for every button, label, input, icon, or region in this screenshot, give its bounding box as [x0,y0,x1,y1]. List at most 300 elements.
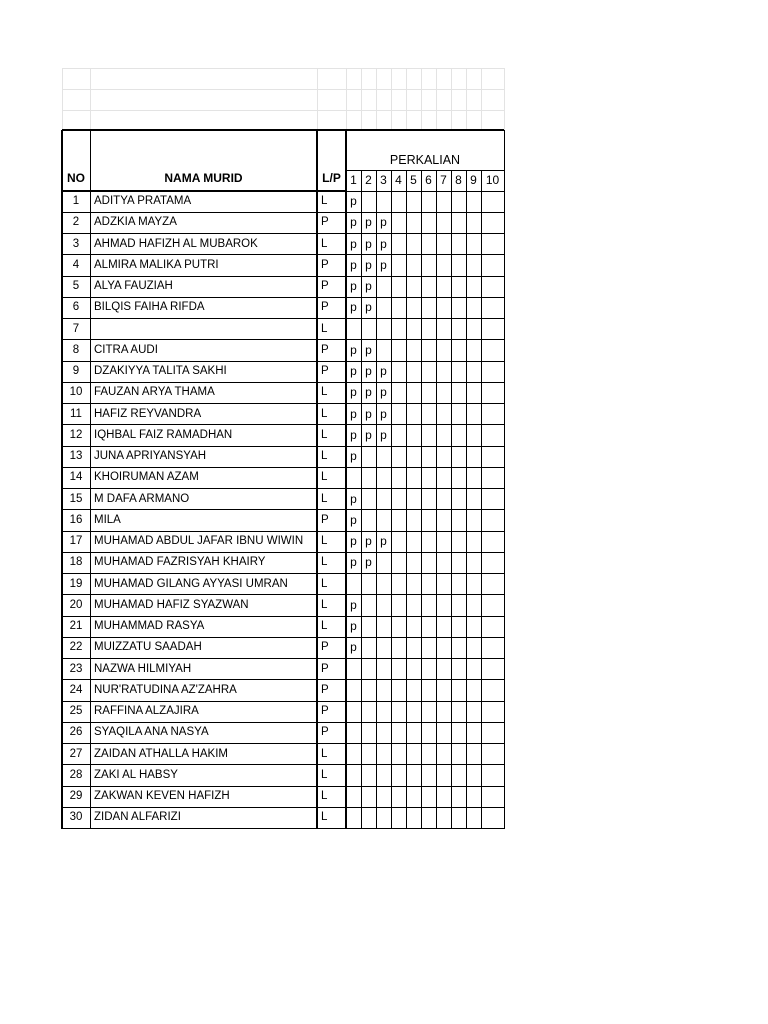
gender-cell: P [321,641,329,654]
mark-cell [406,212,421,233]
gridline [346,68,347,130]
mark-cell [436,722,451,743]
mark-cell [376,807,391,828]
mark-cell [481,361,504,382]
mark-cell: p [350,406,357,421]
mark-cell [481,765,504,786]
mark-cell [376,340,391,361]
mark-cell [436,531,451,552]
row-number: 2 [72,216,80,229]
mark-cell [361,659,376,680]
grid-line-h [62,446,504,447]
mark-cell [406,489,421,510]
gridline [62,89,504,90]
mark-cell [466,744,481,765]
student-name: MUHAMMAD RASYA [94,620,205,632]
mark-cell [376,446,391,467]
mark-cell [391,361,406,382]
mark-cell [361,786,376,807]
mark-cell [421,637,436,658]
grid-line-h [62,129,504,131]
student-name: DZAKIYYA TALITA SAKHI [94,365,227,377]
gridline [376,68,377,130]
column-number-header: 5 [410,173,417,187]
grid-line-h [62,233,504,234]
mark-cell [481,637,504,658]
mark-cell [361,489,376,510]
mark-cell [421,404,436,425]
mark-cell: p [365,215,372,230]
mark-cell [466,340,481,361]
mark-cell [391,276,406,297]
row-number: 13 [69,450,83,462]
mark-cell [391,616,406,637]
mark-cell [391,637,406,658]
gender-cell: P [321,365,329,377]
grid-line-v [504,130,505,829]
mark-cell [421,531,436,552]
mark-cell [436,425,451,446]
mark-cell [391,234,406,255]
row-number: 30 [69,811,83,824]
grid-line-v [90,130,91,829]
mark-cell [376,191,391,212]
gender-cell: L [321,322,328,335]
mark-cell [421,595,436,616]
mark-cell [436,276,451,297]
column-number-header: 8 [455,173,462,187]
mark-cell [481,467,504,488]
mark-cell [466,510,481,531]
mark-cell [391,680,406,701]
mark-cell: p [350,597,357,612]
mark-cell [406,191,421,212]
gender-cell: L [321,556,328,569]
mark-cell [481,510,504,531]
gridline [421,68,422,130]
mark-cell [376,297,391,318]
gender-cell: P [321,280,329,292]
grid-line-h [62,254,504,255]
mark-cell: p [350,449,357,463]
mark-cell [466,446,481,467]
mark-cell [481,319,504,340]
mark-cell [451,616,466,637]
mark-cell [451,552,466,573]
mark-cell [361,722,376,743]
mark-cell [481,552,504,573]
mark-cell [361,446,376,467]
mark-cell [391,319,406,340]
student-name: ZIDAN ALFARIZI [94,811,181,824]
grid-line-h [62,297,504,298]
student-name: M DAFA ARMANO [94,492,190,505]
mark-cell [346,467,361,488]
row-number: 29 [69,790,83,802]
grid-line-h [62,467,504,468]
mark-cell [406,531,421,552]
mark-cell [421,212,436,233]
mark-cell [406,510,421,531]
mark-cell [376,510,391,531]
grid-line-h [62,722,504,723]
mark-cell [481,722,504,743]
mark-cell [376,765,391,786]
mark-cell: p [365,257,372,272]
mark-cell [481,744,504,765]
mark-cell [481,807,504,828]
gridline [406,68,407,130]
gridline [361,68,362,130]
mark-cell [406,807,421,828]
mark-cell [406,786,421,807]
mark-cell [466,255,481,276]
mark-cell [346,807,361,828]
mark-cell [466,382,481,403]
gender-cell: L [321,598,328,611]
mark-cell [391,467,406,488]
mark-cell [451,765,466,786]
row-number: 1 [72,195,80,207]
mark-cell [466,297,481,318]
mark-cell [436,595,451,616]
mark-cell [391,701,406,722]
mark-cell [346,744,361,765]
mark-cell [466,616,481,637]
mark-cell [481,276,504,297]
student-name: MUHAMAD GILANG AYYASI UMRAN [94,577,288,590]
mark-cell [421,786,436,807]
mark-cell [451,531,466,552]
row-number: 11 [70,407,82,420]
mark-cell [481,531,504,552]
row-number: 15 [69,492,83,505]
mark-cell [466,404,481,425]
mark-cell [436,680,451,701]
mark-cell [466,319,481,340]
mark-cell: p [380,257,387,272]
mark-cell [436,212,451,233]
mark-cell: p [365,236,372,251]
grid-line-v [391,170,392,829]
mark-cell [391,722,406,743]
gridline [90,68,91,130]
mark-cell [421,659,436,680]
grid-line-h [62,276,504,277]
row-number: 26 [69,726,83,739]
mark-cell [481,212,504,233]
mark-cell [466,552,481,573]
grid-line-h [62,531,504,532]
gridline [436,68,437,130]
mark-cell [361,574,376,595]
mark-cell: p [380,385,387,400]
mark-cell [451,659,466,680]
mark-cell: p [380,364,387,378]
row-number: 7 [72,322,80,335]
student-name: ZAIDAN ATHALLA HAKIM [94,747,228,760]
mark-cell [436,765,451,786]
mark-cell [361,701,376,722]
row-number: 25 [69,705,83,717]
mark-cell [391,574,406,595]
header-gender: L/P [322,171,341,185]
mark-cell [481,425,504,446]
mark-cell [421,255,436,276]
mark-cell [481,574,504,595]
column-number-header: 6 [425,173,432,187]
mark-cell [481,382,504,403]
mark-cell [376,744,391,765]
student-name: KHOIRUMAN AZAM [94,471,199,484]
student-name: BILQIS FAIHA RIFDA [94,301,205,314]
mark-cell: p [365,555,372,570]
gender-cell: L [321,811,328,824]
mark-cell [376,489,391,510]
mark-cell [436,340,451,361]
mark-cell [406,659,421,680]
mark-cell [346,659,361,680]
mark-cell [451,467,466,488]
mark-cell [481,234,504,255]
mark-cell [481,489,504,510]
mark-cell: p [350,236,357,251]
mark-cell [466,234,481,255]
mark-cell [466,467,481,488]
mark-cell [406,616,421,637]
mark-cell [346,701,361,722]
mark-cell [466,276,481,297]
mark-cell [421,744,436,765]
mark-cell [451,212,466,233]
mark-cell [361,595,376,616]
student-name: CITRA AUDI [94,343,158,356]
mark-cell [421,680,436,701]
row-number: 4 [72,258,80,271]
gridline [317,68,318,130]
column-number-header: 10 [485,173,500,187]
mark-cell [391,552,406,573]
grid-line-h [62,573,504,574]
mark-cell [391,446,406,467]
mark-cell [466,701,481,722]
student-name: ADZKIA MAYZA [94,216,177,229]
grid-line-h [62,764,504,765]
row-number: 27 [69,747,83,760]
grid-line-v [61,130,63,829]
gender-cell: P [321,216,329,229]
gender-cell: L [321,195,328,207]
mark-cell [391,255,406,276]
mark-cell: p [380,215,387,230]
mark-cell [451,637,466,658]
grid-line-h [62,637,504,638]
row-number: 28 [69,768,83,781]
mark-cell: p [350,257,357,272]
mark-cell: p [350,279,357,293]
mark-cell [406,722,421,743]
mark-cell [391,595,406,616]
mark-cell [391,510,406,531]
mark-cell [376,637,391,658]
mark-cell [421,765,436,786]
mark-cell [451,786,466,807]
mark-cell [451,701,466,722]
grid-line-v [436,170,437,829]
mark-cell [406,680,421,701]
mark-cell [481,191,504,212]
mark-cell [391,765,406,786]
student-name: NAZWA HILMIYAH [94,662,192,675]
row-number: 5 [72,280,80,292]
gridline [466,68,467,130]
mark-cell [406,319,421,340]
mark-cell [406,276,421,297]
mark-cell [421,340,436,361]
mark-cell [361,637,376,658]
mark-cell [436,807,451,828]
mark-cell [481,616,504,637]
grid-line-h [62,828,504,829]
mark-cell [466,807,481,828]
student-name: ALMIRA MALIKA PUTRI [94,258,219,271]
mark-cell [361,467,376,488]
gender-cell: L [321,428,328,441]
mark-cell [481,595,504,616]
grid-line-h [62,424,504,425]
grid-line-h [62,679,504,680]
mark-cell [376,680,391,701]
mark-cell [466,786,481,807]
grid-line-h [62,616,504,617]
gender-cell: L [321,577,328,590]
grid-line-v [345,130,347,829]
mark-cell: p [350,640,357,655]
mark-cell [466,574,481,595]
mark-cell [376,786,391,807]
mark-cell: p [365,406,372,421]
mark-cell [406,744,421,765]
row-number: 14 [69,471,83,484]
mark-cell [406,297,421,318]
gender-cell: L [321,237,328,250]
mark-cell [436,510,451,531]
grid-line-v [361,170,362,829]
student-name [90,319,317,340]
student-name: MUHAMAD HAFIZ SYAZWAN [94,598,249,611]
mark-cell [376,616,391,637]
gender-cell: L [321,768,328,781]
student-name: JUNA APRIYANSYAH [94,450,207,462]
mark-cell [421,489,436,510]
mark-cell [481,701,504,722]
mark-cell [421,446,436,467]
mark-cell [421,319,436,340]
mark-cell: p [365,300,372,315]
student-name: MUIZZATU SAADAH [94,641,202,654]
mark-cell [436,467,451,488]
mark-cell [421,807,436,828]
grid-line-h [62,658,504,659]
mark-cell [346,574,361,595]
mark-cell [436,191,451,212]
mark-cell [436,255,451,276]
mark-cell [376,659,391,680]
gridline [391,68,392,130]
header-no: NO [67,171,85,185]
mark-cell [451,234,466,255]
mark-cell [436,552,451,573]
mark-cell [451,276,466,297]
gender-cell: L [321,386,328,399]
mark-cell [391,659,406,680]
mark-cell [406,340,421,361]
mark-cell [436,234,451,255]
mark-cell [376,467,391,488]
mark-cell: p [350,619,357,633]
mark-cell [466,361,481,382]
mark-cell [391,191,406,212]
mark-cell [421,552,436,573]
mark-cell [451,744,466,765]
mark-cell: p [380,236,387,251]
row-number: 24 [69,683,83,696]
mark-cell: p [365,385,372,400]
column-number-header: 2 [365,173,372,187]
mark-cell [451,297,466,318]
mark-cell [466,531,481,552]
mark-cell [391,531,406,552]
row-number: 20 [69,598,83,611]
gridline [62,68,63,130]
row-number: 19 [69,577,83,590]
mark-cell [391,404,406,425]
mark-cell [376,574,391,595]
mark-cell [376,595,391,616]
mark-cell [451,510,466,531]
mark-cell [391,382,406,403]
mark-cell [451,319,466,340]
mark-cell [376,552,391,573]
mark-cell: p [350,194,357,208]
mark-cell: p [365,364,372,378]
gender-cell: L [321,471,328,484]
row-number: 21 [69,620,83,632]
student-name: MUHAMAD ABDUL JAFAR IBNU WIWIN [94,535,304,547]
mark-cell [421,276,436,297]
mark-cell: p [365,427,372,442]
mark-cell [481,340,504,361]
mark-cell [406,425,421,446]
mark-cell: p [380,406,387,421]
gender-cell: L [321,535,328,547]
mark-cell [421,574,436,595]
gender-cell: L [321,407,328,420]
mark-cell [376,701,391,722]
mark-cell [451,255,466,276]
mark-cell [391,786,406,807]
mark-cell [406,361,421,382]
gender-cell: P [321,513,329,526]
mark-cell [361,319,376,340]
mark-cell [406,234,421,255]
mark-cell: p [365,342,372,357]
grid-line-v [451,170,452,829]
mark-cell [436,616,451,637]
student-name: NUR'RATUDINA AZ'ZAHRA [94,683,237,696]
row-number: 10 [69,386,83,399]
grid-line-h [62,361,504,362]
